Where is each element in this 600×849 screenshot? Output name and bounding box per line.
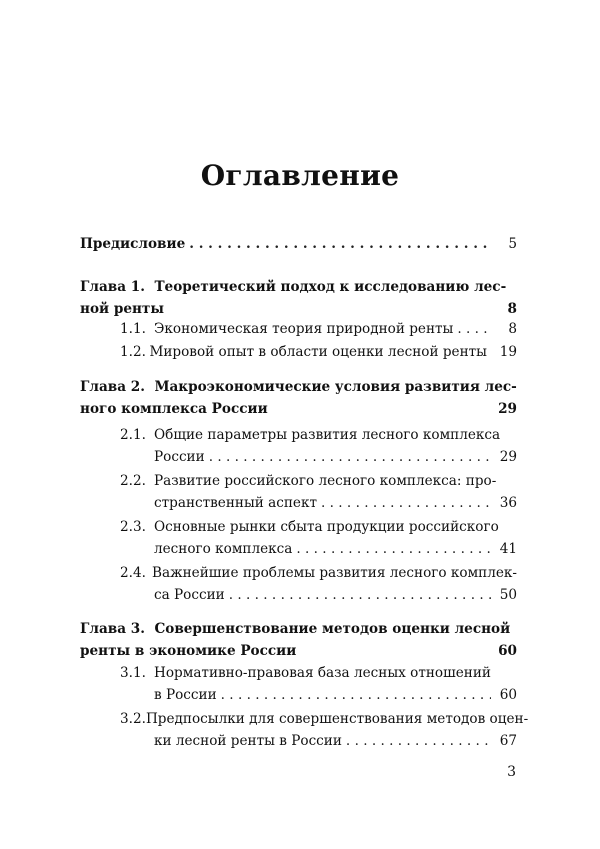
toc-page-number: 8 (507, 301, 517, 317)
toc-chapter-1[interactable] (80, 276, 517, 320)
toc-page-number: 60 (498, 643, 517, 659)
toc-page-number: 41 (499, 541, 517, 557)
section-title-line1: Основные рынки сбыта продукции российского (154, 519, 499, 535)
dot-leader (457, 318, 491, 340)
section-number: 2.1. (120, 427, 146, 443)
toc-chapter-3[interactable] (80, 618, 517, 662)
section-title-line1: Нормативно-правовая база лесных отношений (154, 665, 491, 681)
dot-leader (189, 233, 491, 255)
section-number: 2.2. (120, 473, 146, 489)
toc-section-3-1[interactable] (120, 662, 517, 706)
toc-entry-label: Предисловие (80, 236, 186, 252)
section-number: 2.3. (120, 519, 146, 535)
dot-leader (229, 584, 491, 606)
dot-leader (221, 684, 491, 706)
toc-chapter-2[interactable] (80, 376, 517, 420)
chapter-title-line2: ной ренты (80, 301, 164, 317)
toc-page-number: 8 (508, 321, 517, 337)
section-number: 3.2. (120, 711, 146, 727)
chapter-title-line1: Макроэкономические условия развития лес- (154, 379, 517, 395)
toc-page-number: 19 (499, 344, 517, 360)
toc-section-2-3[interactable] (120, 516, 517, 560)
section-title-line1: Предпосылки для совершенствования методов оцен- (145, 711, 529, 727)
section-title-line2: странственный аспект (154, 495, 317, 511)
chapter-label: Глава 1. (80, 279, 145, 295)
toc-page-number: 5 (508, 236, 517, 252)
dot-leader (296, 538, 491, 560)
toc-entry-preface[interactable] (80, 233, 517, 255)
chapter-title-line2: ренты в экономике России (80, 643, 297, 659)
chapter-label: Глава 2. (80, 379, 145, 395)
toc-page-number: 60 (499, 687, 517, 703)
dot-leader (209, 446, 491, 468)
page-number: 3 (507, 764, 516, 780)
dot-leader (346, 730, 491, 752)
section-number: 2.4. (120, 565, 146, 581)
section-number: 1.2. (120, 344, 146, 360)
toc-section-3-2[interactable] (120, 708, 529, 752)
toc-page-number: 29 (499, 449, 517, 465)
toc-section-2-1[interactable] (120, 424, 517, 468)
toc-page-number: 36 (499, 495, 517, 511)
toc-page-number: 50 (499, 587, 517, 603)
section-title-line1: Развитие российского лесного комплекса: про- (154, 473, 497, 489)
section-number: 1.1. (120, 321, 146, 337)
toc-page-number: 29 (498, 401, 517, 417)
section-title: Экономическая теория природной ренты (154, 321, 454, 337)
section-number: 3.1. (120, 665, 146, 681)
toc-section-2-2[interactable] (120, 470, 517, 514)
chapter-title-line1: Теоретический подход к исследованию лес- (154, 279, 507, 295)
toc-section-1-2[interactable] (120, 341, 517, 363)
section-title: Мировой опыт в области оценки лесной ренты (149, 344, 487, 360)
chapter-label: Глава 3. (80, 621, 145, 637)
section-title-line2: России (154, 449, 205, 465)
chapter-title-line2: ного комплекса России (80, 401, 268, 417)
toc-section-1-1[interactable] (120, 318, 517, 340)
section-title-line2: ки лесной ренты в России (154, 733, 342, 749)
toc-page-number: 67 (499, 733, 517, 749)
toc-section-2-4[interactable] (120, 562, 517, 606)
page-title: Оглавление (200, 159, 400, 192)
section-title-line2: в России (154, 687, 217, 703)
dot-leader (321, 492, 491, 514)
section-title-line2: са России (154, 587, 225, 603)
chapter-title-line1: Совершенствование методов оценки лесной (154, 621, 511, 637)
section-title-line1: Общие параметры развития лесного комплекса (154, 427, 501, 443)
section-title-line1: Важнейшие проблемы развития лесного комплек- (151, 565, 517, 581)
section-title-line2: лесного комплекса (154, 541, 293, 557)
